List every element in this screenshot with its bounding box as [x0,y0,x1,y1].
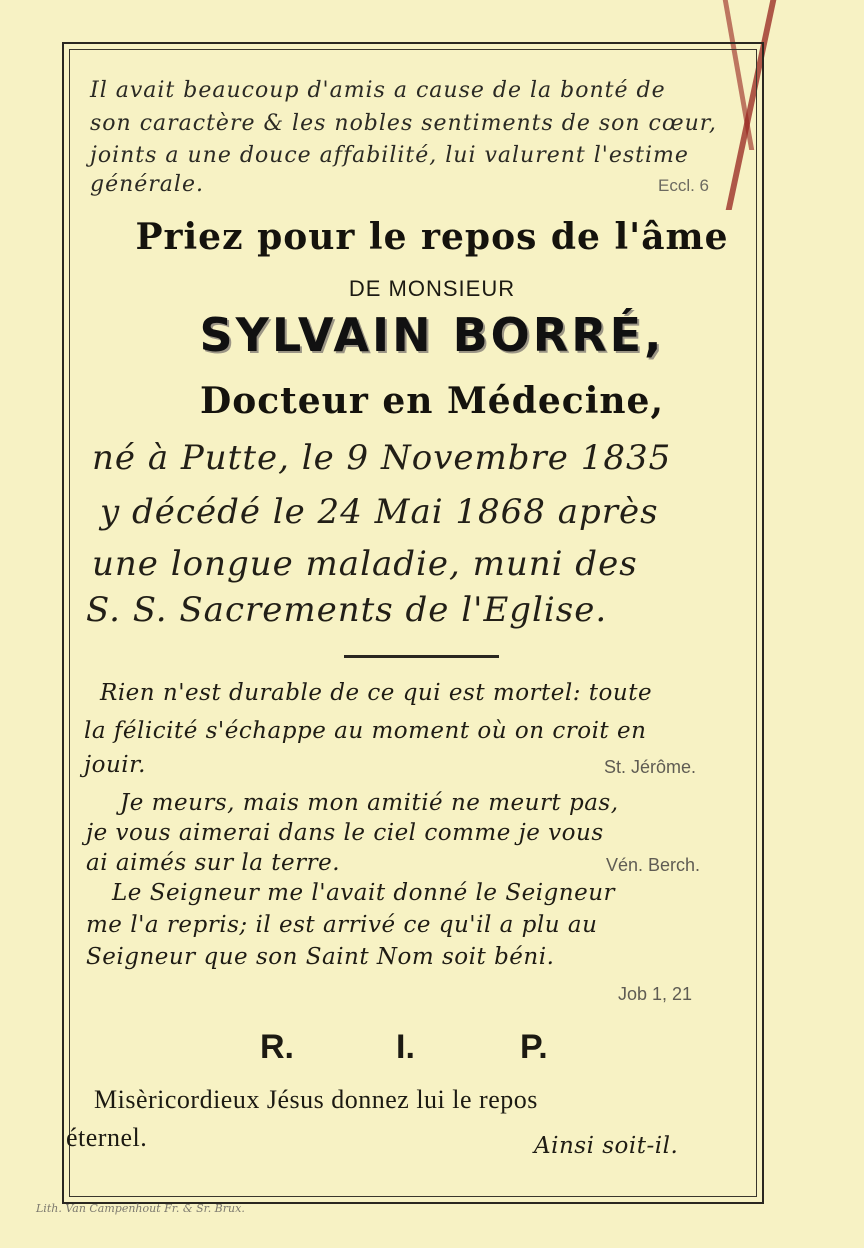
quote-reference: St. Jérôme. [604,757,697,777]
quote-line: je vous aimerai dans le ciel comme je vous [86,820,604,846]
pray-heading: Priez pour le repos de l'âme [135,216,729,258]
epigraph-line: générale. [90,172,204,197]
epigraph-reference: Eccl. 6 [658,176,710,195]
quote-line: Rien n'est durable de ce qui est mortel: toute [100,680,653,706]
prayer-line: éternel. [66,1123,148,1152]
amen-text: Ainsi soit-il. [534,1133,679,1159]
biography-line: y décédé le 24 Mai 1868 après [100,492,659,532]
quote-line: la félicité s'échappe au moment où on croit en [84,718,647,744]
quote-line: me l'a repris; il est arrivé ce qu'il a plu au [86,912,598,938]
quote-line: ai aimés sur la terre. [86,850,341,876]
prayer-line: Misèricordieux Jésus donnez lui le repos [94,1085,538,1114]
quote-line: jouir. [84,752,146,778]
quote-reference: Job 1, 21 [618,984,693,1004]
deceased-name: SYLVAIN BORRÉ, [199,308,665,362]
biography-line: né à Putte, le 9 Novembre 1835 [92,438,672,478]
section-divider [344,655,499,658]
rip-letter: I. [396,1028,415,1066]
de-monsieur-label: DE MONSIEUR [348,276,516,301]
quote-reference: Vén. Berch. [606,855,701,875]
biography-line: une longue maladie, muni des [92,544,638,584]
quote-line: Seigneur que son Saint Nom soit béni. [86,944,555,970]
epigraph-line: son caractère & les nobles sentiments de son cœur, [90,111,717,136]
quote-line: Je meurs, mais mon amitié ne meurt pas, [120,790,619,816]
quote-line: Le Seigneur me l'avait donné le Seigneur [112,880,615,906]
deceased-title: Docteur en Médecine, [199,380,664,422]
biography-line: S. S. Sacrements de l'Eglise. [86,590,608,630]
epigraph-line: Il avait beaucoup d'amis a cause de la bonté de [90,78,666,103]
epigraph-line: joints a une douce affabilité, lui valurent l'estime [90,143,689,168]
printer-imprint: Lith. Van Campenhout Fr. & Sr. Brux. [36,1202,245,1215]
rip-letter: P. [520,1028,548,1066]
rip-letter: R. [260,1028,294,1066]
